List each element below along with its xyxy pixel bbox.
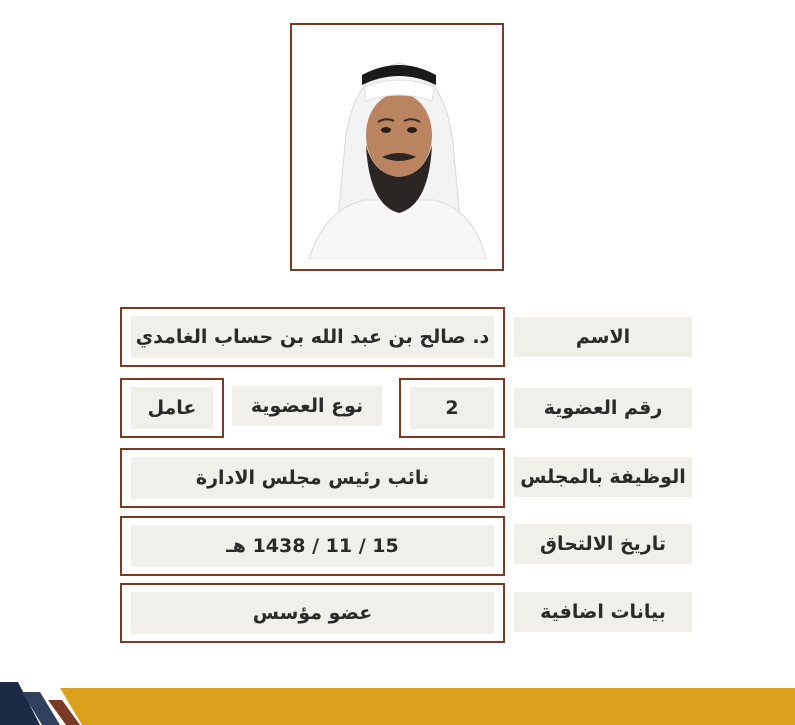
footer-band (100, 688, 795, 725)
membership-number-value: 2 (410, 387, 494, 429)
membership-type-value: عامل (131, 387, 213, 429)
name-field (120, 307, 505, 367)
additional-info-field (120, 583, 505, 643)
footer-chevrons (0, 672, 140, 725)
council-position-label: الوظيفة بالمجلس (514, 457, 692, 497)
additional-info-label: بيانات اضافية (514, 592, 692, 632)
membership-number-field (399, 378, 505, 438)
membership-type-label: نوع العضوية (232, 386, 382, 426)
name-value: د. صالح بن عبد الله بن حساب الغامدي (131, 316, 494, 358)
additional-info-value: عضو مؤسس (131, 592, 494, 634)
join-date-field (120, 516, 505, 576)
membership-type-field (120, 378, 224, 438)
council-position-value: نائب رئيس مجلس الادارة (131, 457, 494, 499)
member-photo-frame (290, 23, 504, 271)
join-date-label: تاريخ الالتحاق (514, 524, 692, 564)
join-date-value: 15 / 11 / 1438 هـ (131, 525, 494, 567)
council-position-field (120, 448, 505, 508)
membership-number-label: رقم العضوية (514, 388, 692, 428)
member-photo (304, 35, 490, 259)
name-label: الاسم (514, 317, 692, 357)
